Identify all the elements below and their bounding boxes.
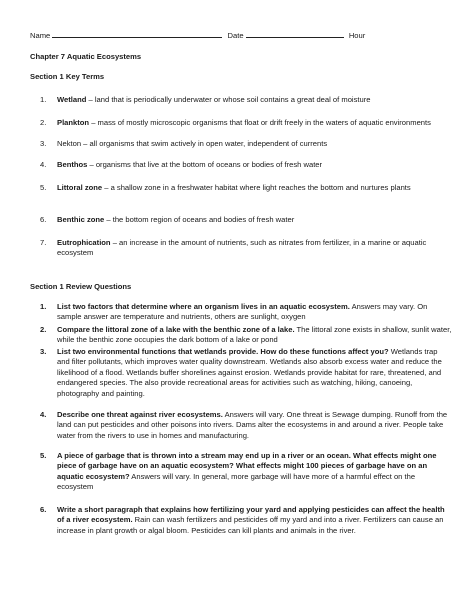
question-number: 1. bbox=[40, 302, 47, 311]
question-number: 3. bbox=[40, 347, 47, 356]
name-label: Name bbox=[30, 31, 51, 40]
key-term bbox=[57, 95, 452, 105]
question-number: 5. bbox=[40, 451, 47, 460]
hour-label: Hour bbox=[348, 31, 366, 40]
question-text: List two factors that determine where an organism lives in an aquatic ecosystem. bbox=[57, 302, 350, 311]
date-label: Date bbox=[227, 31, 244, 40]
term-name: Benthos bbox=[57, 160, 88, 169]
key-term-number: 3. bbox=[40, 139, 47, 148]
question-number: 6. bbox=[40, 505, 47, 514]
review-question bbox=[57, 302, 452, 323]
review-question bbox=[57, 325, 452, 346]
name-blank[interactable] bbox=[52, 29, 222, 38]
key-term-number: 5. bbox=[40, 183, 47, 192]
review-question bbox=[57, 505, 452, 536]
term-definition: – land that is periodically underwater or whose soil contains a great deal of moisture bbox=[86, 95, 371, 104]
chapter-title: Chapter 7 Aquatic Ecosystems bbox=[30, 52, 142, 61]
term-definition: – a shallow zone in a freshwater habitat where light reaches the bottom and nurtures plants bbox=[102, 183, 411, 192]
question-text: A piece of garbage that is thrown into a stream may end up in a river or an ocean. What effects might one piece of garbage have on an aquatic ecosystem? What effects might 100 pieces of garbage have on an aquatic ecosystem? bbox=[57, 451, 437, 481]
key-term-number: 4. bbox=[40, 160, 47, 169]
term-definition: – organisms that live at the bottom of oceans or bodies of fresh water bbox=[87, 160, 323, 169]
question-number: 4. bbox=[40, 410, 47, 419]
answer-text: Wetlands trap and filter pollutants, which improves water quality downstream. Wetlands also absorb excess water and reduce the likelihood of a flood. Wetlands buffer shorelines against erosion. Wetlands provide habitat for rare, threatened, and endangered species. The also provide recreational areas for activities such as watching, hiking, canoeing, photography and painting. bbox=[57, 347, 442, 398]
answer-text: The littoral zone exists in shallow, sunlit water, while the benthic zone occupies the dark bottom of a lake or pond bbox=[57, 325, 452, 345]
question-text: Write a short paragraph that explains how fertilizing your yard and applying pesticides can affect the health of a river ecosystem. bbox=[57, 505, 445, 525]
key-term bbox=[57, 238, 452, 259]
key-term bbox=[57, 139, 452, 149]
key-term-number: 6. bbox=[40, 215, 47, 224]
review-question bbox=[57, 347, 452, 399]
term-name: Wetland bbox=[57, 95, 87, 104]
term-name: Benthic zone bbox=[57, 215, 105, 224]
key-term bbox=[57, 183, 452, 193]
term-name: Eutrophication bbox=[57, 238, 111, 247]
key-term-number: 1. bbox=[40, 95, 47, 104]
answer-text: Rain can wash fertilizers and pesticides off my yard and into a river. Fertilizers can cause an increase in plant growth or algal bloom. Pesticides can kill plants and animals in the river. bbox=[57, 515, 444, 535]
term-definition: – the bottom region of oceans and bodies of fresh water bbox=[104, 215, 295, 224]
answer-text: Answers may vary. On sample answer are temperature and nutrients, others are sunlight, oxygen bbox=[57, 302, 428, 322]
term-name: Plankton bbox=[57, 118, 90, 127]
answer-text: Answers will vary. In general, more garbage will have more of a harmful effect on the ecosystem bbox=[57, 471, 416, 492]
question-number: 2. bbox=[40, 325, 47, 334]
term-name: Littoral zone bbox=[57, 183, 103, 192]
header-line bbox=[30, 29, 365, 41]
term-definition: – an increase in the amount of nutrients, such as nitrates from fertilizer, in a marine or aquatic ecosystem bbox=[57, 238, 427, 258]
key-term bbox=[57, 215, 452, 225]
question-text: Describe one threat against river ecosystems. bbox=[57, 410, 223, 419]
review-heading: Section 1 Review Questions bbox=[30, 282, 132, 291]
term-definition: – mass of mostly microscopic organisms that float or drift freely in the waters of aquatic environments bbox=[89, 118, 431, 127]
answer-text: Answers will vary. One threat is Sewage dumping. Runoff from the land can put pesticides and other poisons into rivers. Dams alter the ecosystems in and around a river. People take water from the rivers to use in homes and manufacturing. bbox=[57, 410, 448, 440]
question-text: Compare the littoral zone of a lake with the benthic zone of a lake. bbox=[57, 325, 295, 334]
question-text: List two environmental functions that wetlands provide. How do these functions affect you? bbox=[57, 347, 389, 356]
key-terms-heading: Section 1 Key Terms bbox=[30, 72, 105, 81]
term-definition: Nekton – all organisms that swim actively in open water, independent of currents bbox=[57, 139, 328, 148]
review-question bbox=[57, 410, 452, 441]
review-question bbox=[57, 451, 452, 493]
date-blank[interactable] bbox=[246, 29, 344, 38]
key-term-number: 2. bbox=[40, 118, 47, 127]
key-term-number: 7. bbox=[40, 238, 47, 247]
key-term bbox=[57, 160, 452, 170]
key-term bbox=[57, 118, 452, 128]
